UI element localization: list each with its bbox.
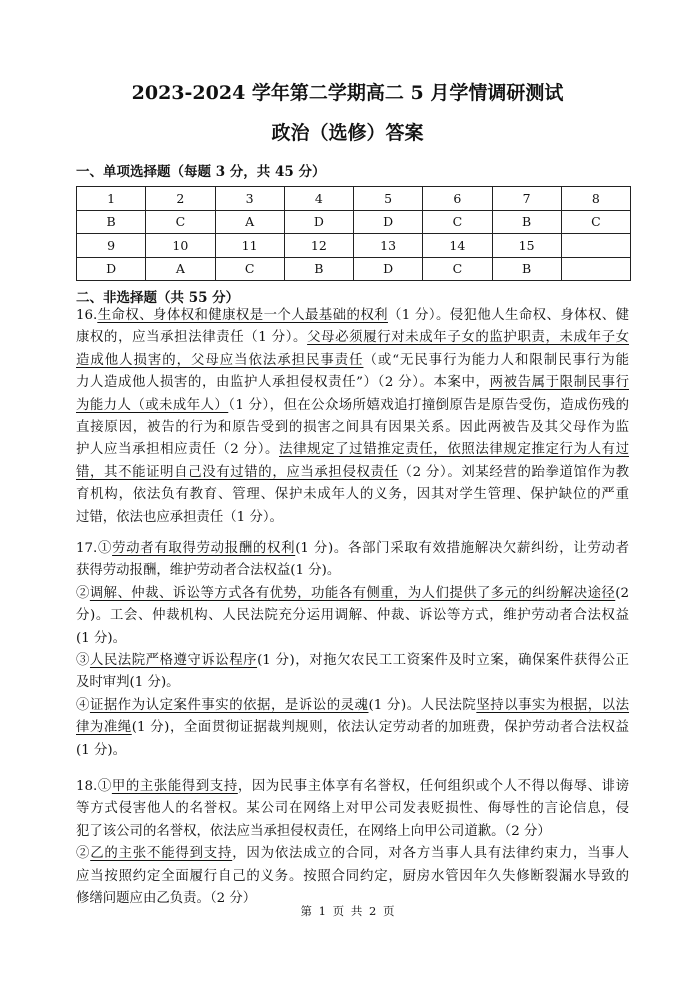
table-cell: 11 — [215, 234, 284, 258]
text-line — [76, 628, 629, 650]
text-segment: 直接原因，被告的行为和原告受到的损害之间具有因果关系。因此两被告及其父母作为监 — [76, 419, 629, 435]
table-cell: 14 — [423, 234, 492, 258]
text-segment: 育机构，依法负有教育、管理、保护未成年人的义务，因其对学生管理、保护缺位的严重 — [76, 487, 629, 503]
text-line — [76, 821, 629, 843]
text-segment: (1 分)。人民法院 — [368, 697, 477, 713]
table-cell: 9 — [77, 234, 146, 258]
key-point-underlined: 证据作为认定案件事实的依据，是诉讼的灵魂 — [89, 697, 369, 713]
answer-point — [76, 538, 629, 583]
table-cell: 2 — [146, 187, 215, 211]
key-point-underlined: 生命权、身体权和健康权是一个人最基础的权利 — [97, 308, 388, 323]
table-cell: 5 — [354, 187, 423, 211]
table-cell: 15 — [492, 234, 561, 258]
table-cell: D — [284, 210, 353, 234]
text-line — [76, 798, 629, 820]
table-cell: C — [423, 210, 492, 234]
text-segment: 力人造成他人损害的，由监护人承担侵权责任”）（2 分）。本案中， — [76, 375, 490, 391]
text-line — [76, 695, 629, 717]
key-point-underlined: 法律规定了过错推定责任，依照法律规定推定行为人有过 — [279, 442, 630, 458]
table-cell: D — [354, 210, 423, 234]
answer-point — [76, 843, 629, 910]
table-cell: B — [492, 257, 561, 281]
text-line — [76, 484, 629, 506]
table-cell: 13 — [354, 234, 423, 258]
text-line — [76, 866, 629, 888]
answer-row — [77, 257, 631, 281]
text-segment: 护人应当承担相应责任（2 分）。 — [76, 442, 280, 458]
text-segment: 犯了该公司的名誉权，依法应当承担侵权责任，在网络上向甲公司道歉。（2 分） — [76, 823, 551, 839]
key-point-underlined: 乙的主张不能得到支持 — [90, 846, 233, 862]
text-line — [76, 372, 629, 394]
text-line — [76, 776, 629, 798]
table-cell: C — [423, 257, 492, 281]
text-line — [76, 350, 629, 372]
key-point-underlined: 坚持以事实为根据，以法 — [476, 697, 630, 713]
key-point-underlined: 为能力人（或未成年人） — [76, 397, 229, 413]
question-number-row — [77, 187, 631, 211]
table-cell: B — [284, 257, 353, 281]
key-point-underlined: 劳动者有取得劳动报酬的权利 — [112, 541, 296, 556]
text-line — [76, 439, 629, 461]
text-line — [76, 417, 629, 439]
page-footer: 第 1 页 共 2 页 — [300, 904, 395, 918]
table-cell: 10 — [146, 234, 215, 258]
text-segment: (1 分)，全面贯彻证据裁判规则，依法认定劳动者的加班费，保护劳动者合法权益 — [131, 720, 629, 736]
table-cell: A — [146, 257, 215, 281]
answer-point — [76, 776, 629, 843]
answer-16 — [76, 305, 629, 529]
table-cell: C — [561, 210, 630, 234]
table-cell: 4 — [284, 187, 353, 211]
table-cell: D — [354, 257, 423, 281]
text-segment: 17.① — [76, 541, 113, 556]
text-line — [76, 538, 629, 560]
table-cell: 8 — [561, 187, 630, 211]
text-segment: 康权的，应当承担法律责任（1 分）。 — [76, 330, 308, 346]
section-heading-choice: 一、单项选择题（每题 3 分，共 45 分） — [76, 164, 326, 180]
text-segment: (1 分)。 — [76, 630, 127, 646]
table-cell: C — [215, 257, 284, 281]
text-line — [76, 740, 629, 762]
doc-title: 2023-2024 学年第二学期高二 5 月学情调研测试 — [131, 82, 564, 104]
table-cell: 3 — [215, 187, 284, 211]
answer-17 — [76, 538, 629, 762]
table-cell: D — [77, 257, 146, 281]
answer-row — [77, 210, 631, 234]
text-segment: （1 分），但在公众场所嬉戏追打撞倒原告是原告受伤，造成伤残的 — [228, 397, 630, 413]
key-point-underlined: 甲的主张能得到支持 — [111, 779, 238, 794]
text-segment: ，因为民事主体享有名誉权，任何组织或个人不得以侮辱、诽谤 — [237, 779, 630, 794]
text-segment: （1 分）。侵犯他人生命权、身体权、健 — [387, 308, 629, 323]
key-point-underlined: 律为准绳 — [76, 720, 132, 736]
text-line — [76, 462, 629, 484]
table-cell: 1 — [77, 187, 146, 211]
text-line — [76, 650, 629, 672]
text-line — [76, 605, 629, 627]
text-segment: ② — [76, 846, 91, 862]
answer-table — [76, 186, 631, 281]
text-segment: （或“无民事行为能力人和限制民事行为能 — [363, 352, 629, 368]
text-segment: 16. — [76, 308, 98, 323]
text-segment: ④ — [76, 697, 90, 713]
text-segment: （2 分）。刘某经营的跆拳道馆作为教 — [398, 464, 629, 480]
text-segment: 修缮问题应由乙负责。（2 分） — [76, 890, 257, 906]
section-heading-nonchoice: 二、非选择题（共 55 分） — [76, 290, 240, 306]
text-segment: (2 — [615, 585, 629, 601]
key-point-underlined: 两被告属于限制民事行 — [489, 375, 629, 391]
table-cell: B — [77, 210, 146, 234]
key-point-underlined: 造成他人损害的，父母应当依法承担民事责任 — [76, 352, 364, 368]
text-segment: (1 分)，对拖欠农民工工资案件及时立案，确保案件获得公正 — [257, 652, 629, 668]
text-line — [76, 305, 629, 327]
key-point-underlined: 父母必须履行对未成年子女的监护职责，未成年子女 — [307, 330, 630, 346]
table-cell: 12 — [284, 234, 353, 258]
text-segment: (1 分)。各部门采取有效措施解决欠薪纠纷，让劳动者 — [295, 541, 630, 556]
answer-point — [76, 305, 629, 529]
table-cell: C — [146, 210, 215, 234]
answer-point — [76, 650, 629, 695]
text-segment: 18.① — [76, 779, 112, 794]
table-cell: B — [492, 210, 561, 234]
key-point-underlined: 人民法院严格遵守诉讼程序 — [89, 652, 258, 668]
table-cell: 7 — [492, 187, 561, 211]
text-segment: ② — [76, 585, 90, 601]
answer-18 — [76, 776, 629, 910]
text-segment: 等方式侵害他人的名誉权。某公司在网络上对甲公司发表贬损性、侮辱性的言论信息，侵 — [76, 801, 629, 817]
key-point-underlined: 错，其不能证明自己没有过错的，应当承担侵权责任 — [76, 464, 399, 480]
text-line — [76, 717, 629, 739]
text-segment: 获得劳动报酬，维护劳动者合法权益(1 分)。 — [76, 563, 341, 579]
table-cell — [561, 257, 630, 281]
text-line — [76, 395, 629, 417]
text-segment: 应当按照约定全面履行自己的义务。按照合同约定，厨房水管因年久失修断裂漏水导致的 — [76, 868, 629, 884]
question-number-row — [77, 234, 631, 258]
text-segment: (1 分)。 — [76, 742, 127, 758]
text-line — [76, 507, 629, 529]
text-line — [76, 327, 629, 349]
text-line — [76, 843, 629, 865]
text-segment: 过错，依法也应承担责任（1 分）。 — [76, 509, 283, 525]
text-segment: 及时审判(1 分)。 — [76, 675, 180, 691]
table-cell: 6 — [423, 187, 492, 211]
text-segment: ③ — [76, 652, 90, 668]
doc-subtitle: 政治（选修）答案 — [271, 122, 424, 144]
text-segment: 分)。工会、仲裁机构、人民法院充分运用调解、仲裁、诉讼等方式，维护劳动者合法权益 — [76, 608, 629, 624]
answer-point — [76, 695, 629, 762]
text-line — [76, 560, 629, 582]
text-line — [76, 583, 629, 605]
table-cell: A — [215, 210, 284, 234]
answer-point — [76, 583, 629, 650]
text-segment: ，因为依法成立的合同，对各方当事人具有法律约束力，当事人 — [232, 846, 630, 862]
text-line — [76, 672, 629, 694]
key-point-underlined: 调解、仲裁、诉讼等方式各有优势，功能各有侧重，为人们提供了多元的纠纷解决途径 — [89, 585, 616, 601]
table-cell — [561, 234, 630, 258]
